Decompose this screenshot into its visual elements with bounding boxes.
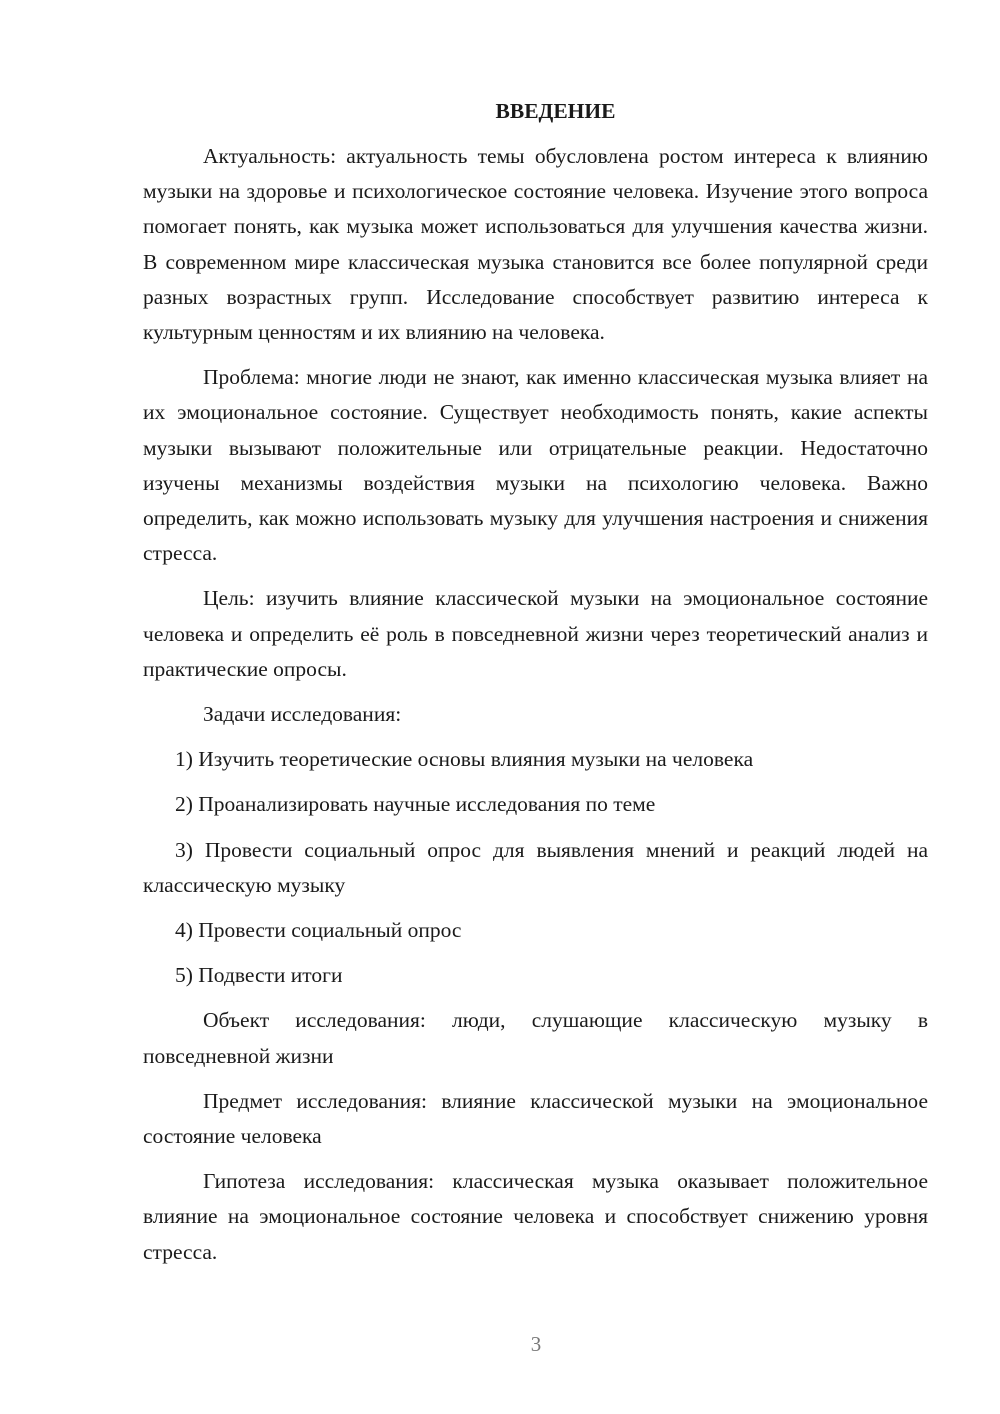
page-number: 3 [530, 1332, 542, 1356]
problem-paragraph: Проблема: многие люди не знают, как именно классическая музыка влияет на их эмоциональное состояние. Существует необходимость понять, какие аспекты музыки вызывают положительные или отрицательные реакции. Недостаточно изучены механизмы воздействия музыки на психологию человека. Важно определить, как можно использовать музыку для улучшения настроения и снижения стресса. [143, 365, 928, 566]
task-item: 5) Подвести итоги [175, 963, 343, 988]
document-page [143, 94, 928, 1280]
task-item: 4) Провести социальный опрос [175, 918, 462, 943]
tasks-list [143, 742, 928, 993]
section-title: ВВЕДЕНИЕ [495, 99, 616, 123]
task-item: 2) Проанализировать научные исследования по теме [175, 792, 656, 817]
subject-paragraph: Предмет исследования: влияние классической музыки на эмоциональное состояние человека [143, 1088, 928, 1149]
relevance-paragraph: Актуальность: актуальность темы обусловлена ростом интереса к влиянию музыки на здоровье и психологическое состояние человека. Изучение этого вопроса помогает понять, как музыка может использоваться для улучшения качества жизни. В современном мире классическая музыка становится все более популярной среди разных возрастных групп. Исследование способствует развитию интереса к культурным ценностям и их влиянию на человека. [143, 144, 928, 345]
object-paragraph: Объект исследования: люди, слушающие классическую музыку в повседневной жизни [143, 1008, 928, 1068]
tasks-heading: Задачи исследования: [203, 702, 402, 727]
hypothesis-paragraph: Гипотеза исследования: классическая музыка оказывает положительное влияние на эмоциональное состояние человека и способствует снижению уровня стресса. [143, 1169, 928, 1264]
goal-paragraph: Цель: изучить влияние классической музыки на эмоциональное состояние человека и определить её роль в повседневной жизни через теоретический анализ и практические опросы. [143, 586, 928, 681]
task-item: 1) Изучить теоретические основы влияния музыки на человека [175, 747, 754, 772]
task-item: 3) Провести социальный опрос для выявления мнений и реакций людей на классическую музыку [143, 837, 928, 897]
